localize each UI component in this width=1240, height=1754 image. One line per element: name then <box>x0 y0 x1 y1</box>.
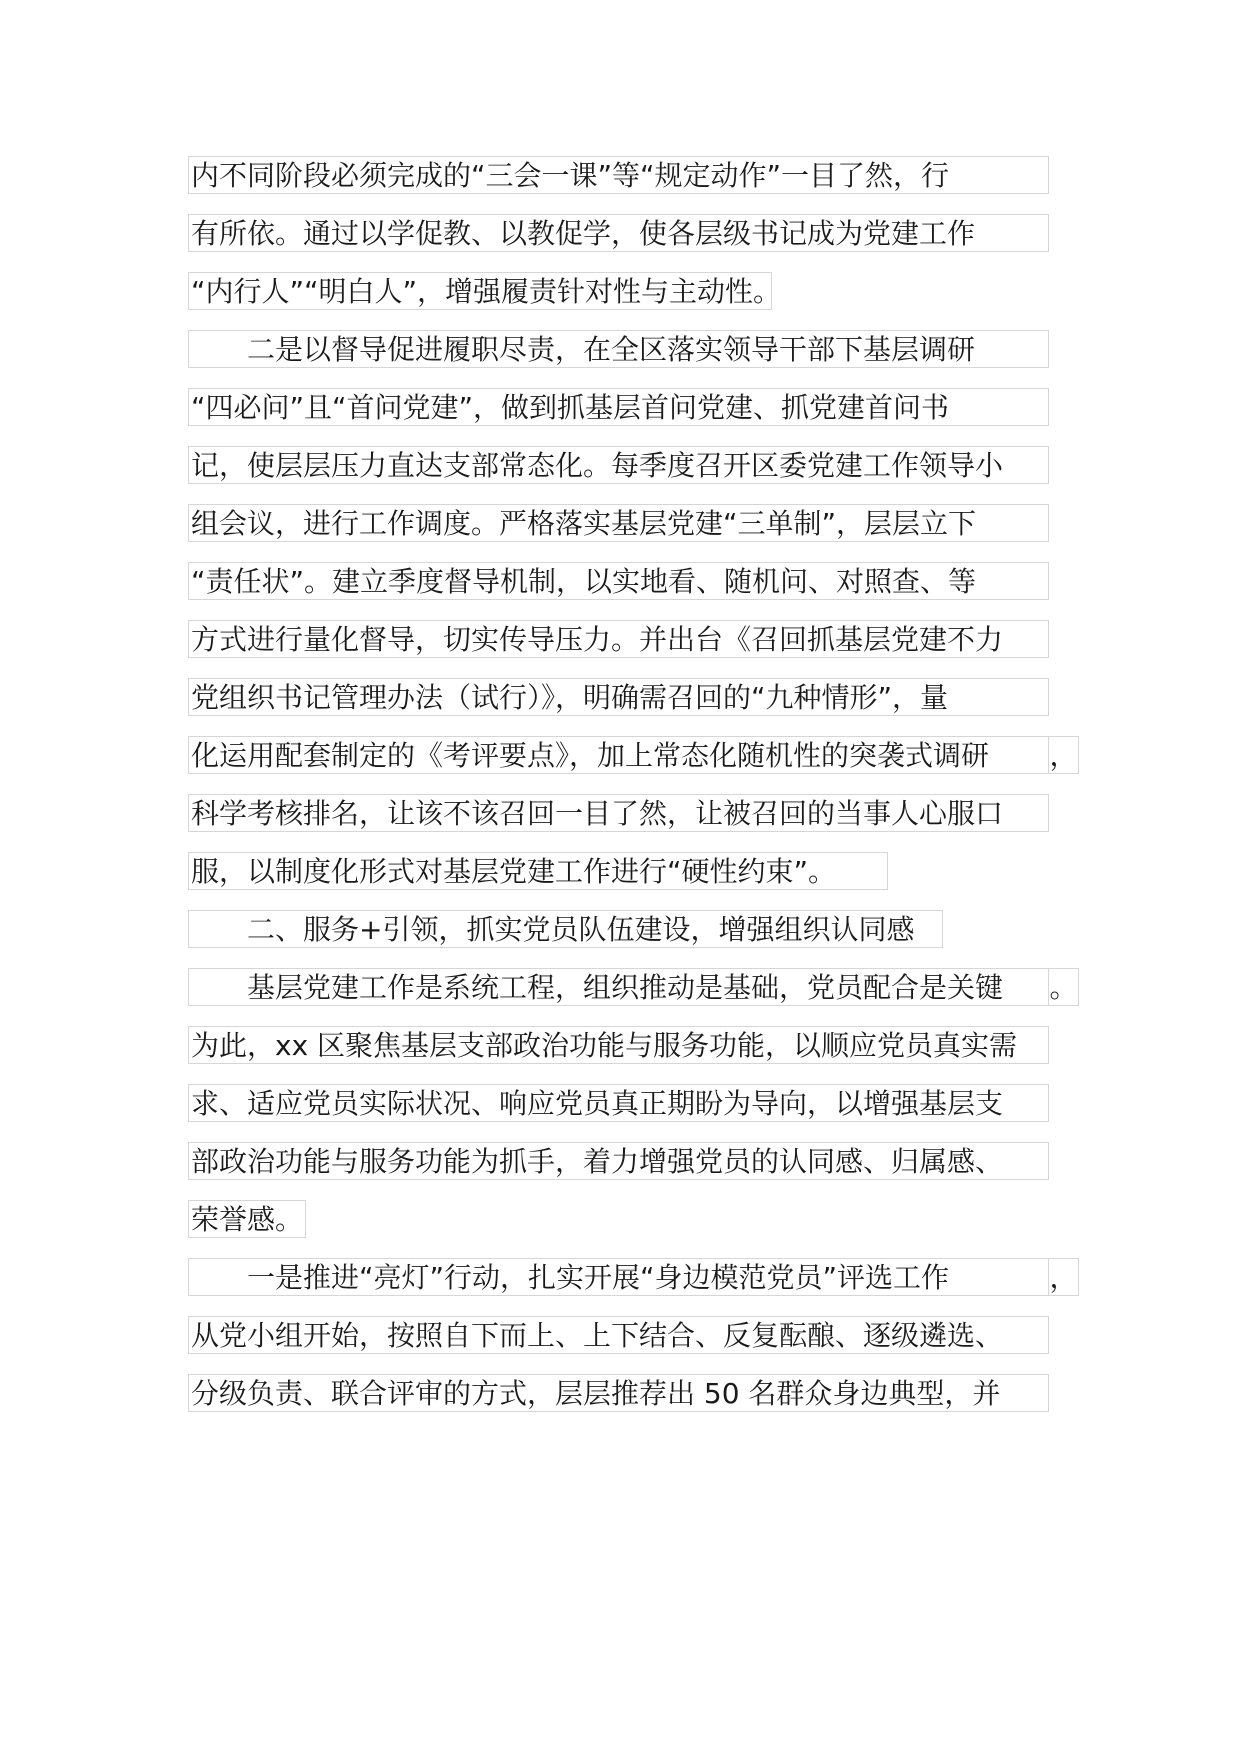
text-line: 服，以制度化形式对基层党建工作进行“硬性约束”。 <box>188 852 888 890</box>
text-line: 求、适应党员实际状况、响应党员真正期盼为导向，以增强基层支 <box>188 1084 1049 1122</box>
text-line: 基层党建工作是系统工程，组织推动是基础，党员配合是关键 <box>188 968 1049 1006</box>
text-line: 内不同阶段必须完成的“三会一课”等“规定动作”一目了然，行 <box>188 156 1049 194</box>
text-line: 有所依。通过以学促教、以教促学，使各层级书记成为党建工作 <box>188 214 1049 252</box>
text-line: “责任状”。建立季度督导机制，以实地看、随机问、对照查、等 <box>188 562 1049 600</box>
section-heading: 二、服务+引领，抓实党员队伍建设，增强组织认同感 <box>188 910 943 948</box>
text-line: 党组织书记管理办法（试行）》，明确需召回的“九种情形”，量 <box>188 678 1049 716</box>
text-line: 一是推进“亮灯”行动，扎实开展“身边模范党员”评选工作 <box>188 1258 1049 1296</box>
text-line: 方式进行量化督导，切实传导压力。并出台《召回抓基层党建不力 <box>188 620 1049 658</box>
text-line: 从党小组开始，按照自下而上、上下结合、反复酝酿、逐级遴选、 <box>188 1316 1049 1354</box>
text-line: 科学考核排名，让该不该召回一目了然，让被召回的当事人心服口 <box>188 794 1049 832</box>
text-line: 为此，xx 区聚焦基层支部政治功能与服务功能，以顺应党员真实需 <box>188 1026 1049 1064</box>
trailing-punctuation: ， <box>1048 736 1079 774</box>
text-line: 分级负责、联合评审的方式，层层推荐出 50 名群众身边典型，并 <box>188 1374 1049 1412</box>
text-line: “四必问”且“首问党建”，做到抓基层首问党建、抓党建首问书 <box>188 388 1049 426</box>
text-line: 组会议，进行工作调度。严格落实基层党建“三单制”，层层立下 <box>188 504 1049 542</box>
text-line: 二是以督导促进履职尽责，在全区落实领导干部下基层调研 <box>188 330 1049 368</box>
text-line: 记，使层层压力直达支部常态化。每季度召开区委党建工作领导小 <box>188 446 1049 484</box>
text-line: 部政治功能与服务功能为抓手，着力增强党员的认同感、归属感、 <box>188 1142 1049 1180</box>
text-line: 荣誉感。 <box>188 1200 306 1238</box>
trailing-punctuation: 。 <box>1048 968 1079 1006</box>
text-line: 化运用配套制定的《考评要点》，加上常态化随机性的突袭式调研 <box>188 736 1049 774</box>
trailing-punctuation: ， <box>1048 1258 1079 1296</box>
text-line: “内行人”“明白人”，增强履责针对性与主动性。 <box>188 272 772 310</box>
